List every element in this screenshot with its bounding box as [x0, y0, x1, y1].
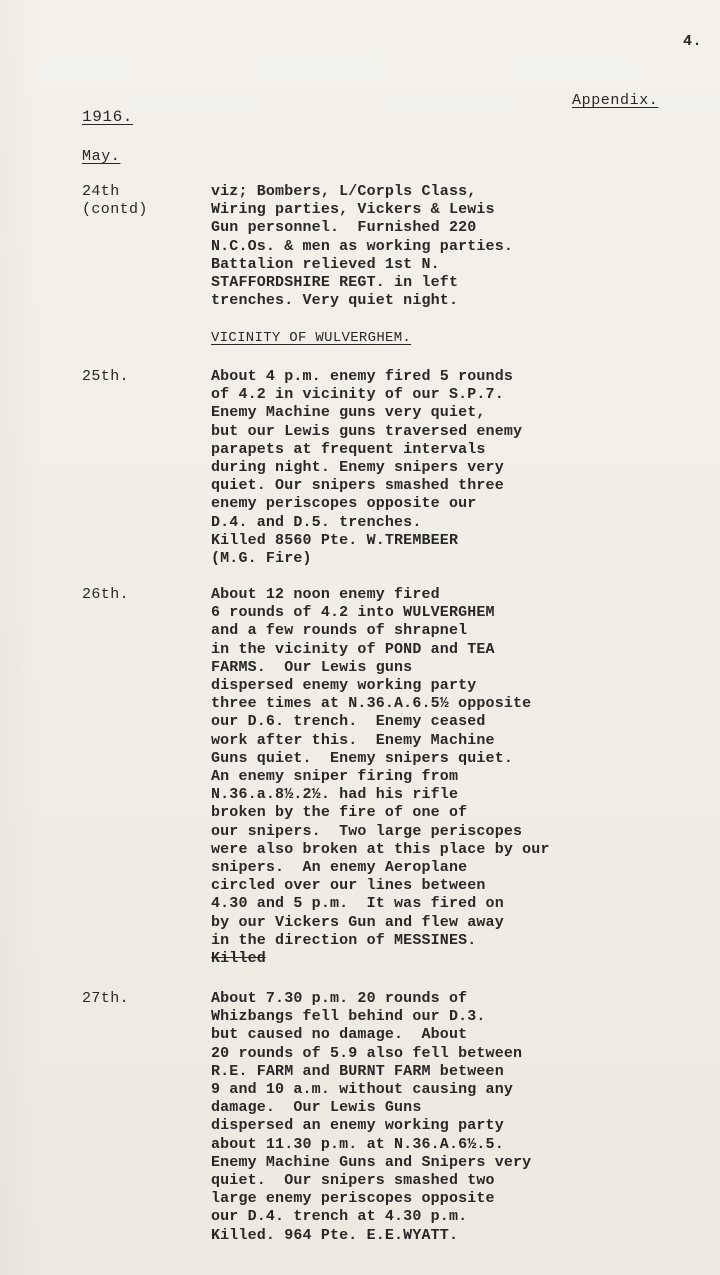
text-line: N.36.a.8½.2½. had his rifle — [211, 786, 459, 804]
appendix-label: Appendix. — [572, 92, 659, 109]
text-line: but caused no damage. About — [211, 1026, 468, 1044]
entry-date-27th: 27th. — [82, 990, 130, 1007]
entry-date-26th: 26th. — [82, 586, 130, 603]
entry-text-27th — [211, 990, 531, 1245]
text-line: but our Lewis guns traversed enemy — [211, 422, 523, 440]
text-line: work after this. Enemy Machine — [211, 731, 495, 749]
text-line: 4.30 and 5 p.m. It was fired on — [211, 895, 504, 913]
text-line: N.C.Os. & men as working parties. — [211, 237, 513, 255]
text-line: parapets at frequent intervals — [211, 440, 486, 458]
text-line: About 12 noon enemy fired — [211, 586, 440, 603]
page-number: 4. — [683, 33, 703, 50]
text-line: An enemy sniper firing from — [211, 768, 459, 786]
text-line: dispersed enemy working party — [211, 677, 477, 695]
text-line: enemy periscopes opposite our — [211, 495, 477, 513]
text-line: Enemy Machine guns very quiet, — [211, 404, 486, 422]
text-line: 9 and 10 a.m. without causing any — [211, 1081, 513, 1099]
text-line: dispersed an enemy working party — [211, 1117, 504, 1135]
text-line: about 11.30 p.m. at N.36.A.6½.5. — [211, 1135, 504, 1153]
text-line: viz; Bombers, L/Corpls Class, — [211, 183, 477, 200]
text-line: FARMS. Our Lewis guns — [211, 658, 413, 676]
text-line: in the direction of MESSINES. — [211, 931, 477, 949]
text-line: quiet. Our snipers smashed two — [211, 1172, 495, 1190]
text-line: broken by the fire of one of — [211, 804, 468, 822]
entry-date-25th: 25th. — [82, 368, 130, 385]
text-line: Gun personnel. Furnished 220 — [211, 219, 477, 237]
text-line: circled over our lines between — [211, 877, 486, 895]
text-line: in the vicinity of POND and TEA — [211, 640, 495, 658]
text-line: large enemy periscopes opposite — [211, 1190, 495, 1208]
text-line: during night. Enemy snipers very — [211, 459, 504, 477]
month-heading: May. — [82, 148, 121, 165]
text-line: Wiring parties, Vickers & Lewis — [211, 201, 495, 219]
text-line: were also broken at this place by our — [211, 840, 550, 858]
entry-text-25th — [211, 368, 522, 568]
text-line: 20 rounds of 5.9 also fell between — [211, 1044, 523, 1062]
text-line: quiet. Our snipers smashed three — [211, 477, 504, 495]
text-line: our D.6. trench. Enemy ceased — [211, 713, 486, 731]
section-heading: VICINITY OF WULVERGHEM. — [211, 330, 412, 346]
text-line: About 7.30 p.m. 20 rounds of — [211, 990, 468, 1007]
text-line: of 4.2 in vicinity of our S.P.7. — [211, 386, 504, 404]
text-line: (M.G. Fire) — [211, 550, 312, 568]
text-line: D.4. and D.5. trenches. — [211, 513, 422, 531]
text-line: by our Vickers Gun and flew away — [211, 913, 504, 931]
text-line: Whizbangs fell behind our D.3. — [211, 1008, 486, 1026]
text-line: R.E. FARM and BURNT FARM between — [211, 1062, 504, 1080]
text-line: 6 rounds of 4.2 into WULVERGHEM — [211, 604, 495, 622]
text-line: Battalion relieved 1st N. — [211, 255, 440, 273]
text-line: About 4 p.m. enemy fired 5 rounds — [211, 368, 513, 385]
text-line: Guns quiet. Enemy snipers quiet. — [211, 749, 513, 767]
text-line: three times at N.36.A.6.5½ opposite — [211, 695, 532, 713]
text-line: STAFFORDSHIRE REGT. in left — [211, 274, 459, 292]
text-line: snipers. An enemy Aeroplane — [211, 859, 468, 877]
text-line: Enemy Machine Guns and Snipers very — [211, 1153, 532, 1171]
text-line: and a few rounds of shrapnel — [211, 622, 468, 640]
entry-text-24th — [211, 183, 513, 310]
text-line: Killed 8560 Pte. W.TREMBEER — [211, 531, 459, 549]
year-heading: 1916. — [82, 108, 134, 126]
text-line: our snipers. Two large periscopes — [211, 822, 523, 840]
text-line: Killed. 964 Pte. E.E.WYATT. — [211, 1226, 459, 1244]
text-line: our D.4. trench at 4.30 p.m. — [211, 1208, 468, 1226]
text-line: trenches. Very quiet night. — [211, 292, 459, 310]
entry-date-24th: 24th (contd) — [82, 183, 148, 219]
entry-text-26th — [211, 586, 550, 968]
text-line: damage. Our Lewis Guns — [211, 1099, 422, 1117]
struck-out-word: Killed — [211, 950, 266, 968]
